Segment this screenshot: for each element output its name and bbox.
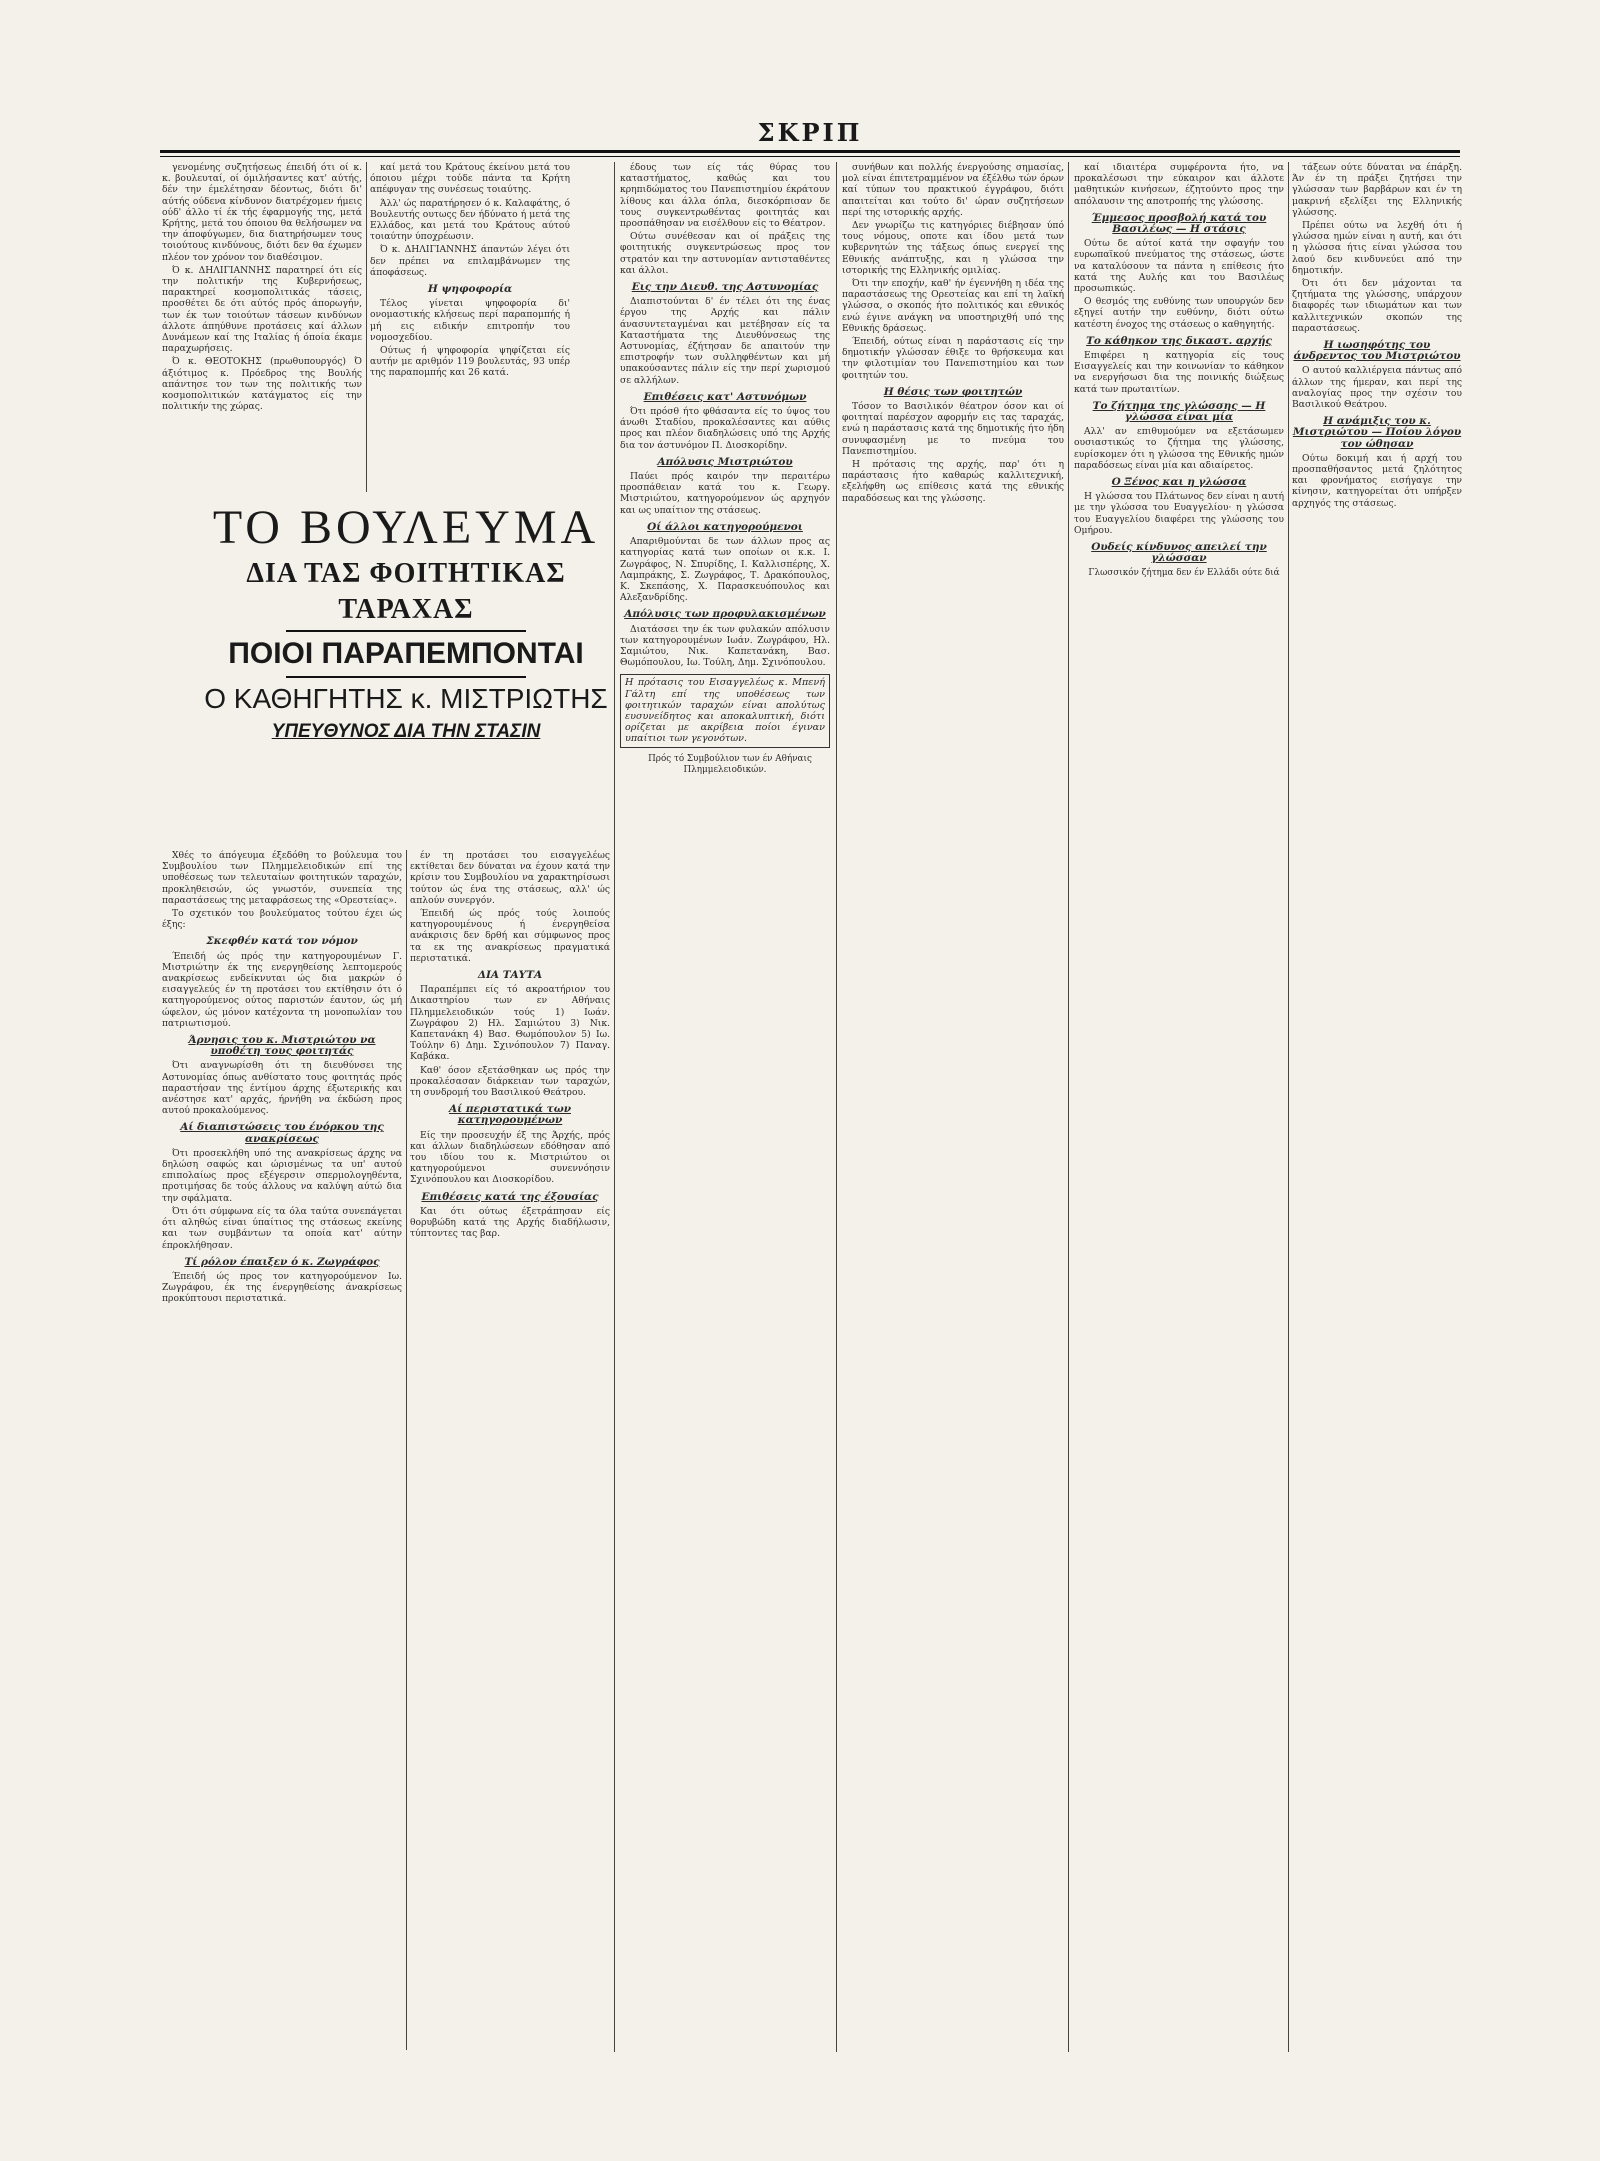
paragraph: τάξεων ούτε δύναται να έπάρξη. Άν έν τη πράξει ζητήσει την γλώσσαν των βαρβάρων και έν τη μακρινή εξελίξει της Ελληνικής γλώσσης. — [1292, 162, 1462, 218]
paragraph: Έπειδή ώς πρός τούς λοιπούς κατηγορουμένους ή ένεργηθείσα ανάκρισις δεν δρθή και σύμφωνος προς τα εκ της ανακρίσεως πραγματικά περιστατικά. — [410, 908, 610, 964]
paragraph: Ούτω δοκιμή και ή αρχή του προσπαθήσαντος μετά ζηλότητος και φρονήματος εισήγαγε την κίνησιν, κατηγορείται ότι υπήρξεν αρχηγός της στάσεως. — [1292, 452, 1462, 509]
headline-rule — [286, 676, 526, 678]
paragraph: καί ιδιαιτέρα συμφέροντα ήτο, να προκαλέσωσι την εύκαιρον και άλλοτε μαθητικών κινήσεων, έζητούντο προς την απόλαυσιν της αποτροπής της γλώσσης. — [1074, 162, 1284, 207]
paragraph: Ο αυτού καλλιέργεια πάντως από άλλων της ήμεραν, και περί της αναλογίας προς την σχέσιν του Βασιλικού Θεάτρου. — [1292, 365, 1462, 411]
subheading: Ο Ξένος και η γλώσσα — [1111, 476, 1247, 489]
paragraph: Ούτω δε αύτοί κατά την σφαγήν του ευρωπαϊκού πνεύματος της στάσεως, ώστε να καταλύσουν τα πάντα η επίθεσις ήτο κατά της Αυλής και του Βασιλέως προσωπικώς. — [1074, 238, 1284, 295]
paragraph: έν τη προτάσει του εισαγγελέως εκτίθεται δεν δύναται να έχουν κατά την κρίσιν του Συμβουλίου να χαρακτηρίσωσι τούτον ώς ένα της στάσεως, αλλ' ώς απλούν συνεργόν. — [410, 850, 610, 906]
paragraph: Παραπέμπει είς τό ακροατήριον του Δικαστηρίου των εν Αθήναις Πλημμελειοδικών τούς 1) Ιωάν. Ζωγράφου 2) Ηλ. Σαμιώτου 3) Νικ. Καπετανάκη 4) Βασ. Θωμόπουλον 5) Ιω. Τούλην 6) Δημ. Σχινόπουλον 7) Παναγ. Καβάκα. — [410, 984, 610, 1063]
masthead-rule-thin — [160, 156, 1460, 157]
paragraph: Η γλώσσα του Πλάτωνος δεν είναι η αυτή με την γλώσσα του Ευαγγελίου· η γλώσσα του Ευαγγελίου διαφέρει της γλώσσης του Ομήρου. — [1074, 491, 1284, 536]
paragraph: Ότι πρόσθ ήτο φθάσαντα είς το ύψος του άνωθι Σταδίου, προκαλέσαντες και αύθις προς και πλέον διαδηλώσεις υπό της Αρχής δια τον άστυνόμον Π. Διοσκορίδην. — [620, 406, 830, 451]
paragraph: Δεν γνωρίζω τις κατηγόριες διέβησαν ύπό τους νόμους, οποτε και ίδου μετά των κυβερνητών της τάξεως όπως ενεργεί της Εθνικής ανάπτυξης, και η γλώσσα την ιστορικής της Ελληνικής ομιλίας. — [842, 220, 1064, 276]
paragraph: Ότι ότι σύμφωνα είς τα όλα ταύτα συνεπάγεται ότι αληθώς είναι ύπαίτιος της στάσεως εκείνης και των συμβάντων τα οποία κατ' αύτην έπροκλήθησαν. — [162, 1205, 402, 1251]
column-divider — [836, 162, 837, 2052]
column-divider — [406, 850, 407, 2050]
subheading: Επιθέσεις κατ' Αστυνόμων — [643, 390, 807, 403]
column-divider — [1068, 162, 1069, 2052]
paragraph: Ότι την εποχήν, καθ' ήν έγεννήθη η ιδέα της παραστάσεως της Ορεστείας και επί τη λαϊκή γλώσσα, ο σκοπός ήτο πολιτικός και εθνικός ενώ έγινε ανάγκη να υποστηριχθή υπό της Εθνικής δράσεως. — [842, 278, 1064, 334]
subheading: Ουδείς κίνδυνος απειλεί την γλώσσαν — [1091, 541, 1267, 565]
paragraph: Τόσον το Βασιλικόν θέατρον όσον και οί φοιτηταί παρέσχον αφορμήν εις τας ταραχάς, ενώ η παράστασις κατά της δημοτικής ήτο ήδη συνυφασμένη με το πνεύμα του Πανεπιστημίου. — [842, 401, 1064, 457]
paragraph: Ό κ. ΔΗΛΙΓΙΑΝΝΗΣ άπαντών λέγει ότι δεν πρέπει να επιλαμβάνωμεν της άποφάσεως. — [370, 244, 570, 278]
headline-sub: Ο ΚΑΘΗΓΗΤΗΣ κ. ΜΙΣΤΡΙΩΤΗΣ — [204, 683, 608, 714]
subheading: Οί άλλοι κατηγορούμενοι — [647, 520, 803, 533]
subheading: Εις την Διευθ. της Αστυνομίας — [631, 281, 819, 294]
paragraph: Χθές το άπόγευμα έξεδόθη το βούλευμα του Συμβουλίου των Πλημμελειοδικών επί της υποθέσεως των τελευταίων φοιτητικών ταραχών, προκληθεισών, ώς γνωστόν, συνεπεία της παραστάσεως της μεταφράσεως της «Ορεστείας». — [162, 850, 402, 906]
paragraph: Και ότι ούτως έξετράπησαν είς θορυβώδη κατά της Αρχής διαδήλωσιν, τύπτοντες τας βαρ. — [410, 1205, 610, 1240]
subheading: Η ιωσηφότης του άνδρεντος του Μιστριώτου — [1293, 339, 1461, 363]
paragraph: Έπειδή ώς προς τον κατηγορούμενον Ιω. Ζωγράφου, έκ της ένεργηθείσης άνακρίσεως προκύπτουσι περιστατικά. — [162, 1270, 402, 1305]
paragraph: Ότι ότι δεν μάχονται τα ζητήματα της γλώσσης, υπάρχουν διαφορές των ιδιωμάτων και των καλλιτεχνικών σκοπών της παραστάσεως. — [1292, 278, 1462, 334]
masthead-title: ΣΚΡΙΠ — [757, 118, 863, 147]
paragraph: Έπειδή ώς πρός την κατηγορουμένων Γ. Μιστριώτην έκ της ενεργηθείσης λεπτομερούς ανακρίσεως ενδείκνυται ώς δια μακρών ό εισαγγελεύς έν τη προτάσει του εκτίθησιν ότι ό κατηγορούμενος ούτος παριστών έαυτον, ώς μή ώφελον, ώς μόνον κατέχοντα τη μονοπωλίαν του πατριωτισμού. — [162, 950, 402, 1029]
subheading: Αί περιστατικά των κατηγορουμένων — [448, 1103, 571, 1127]
paragraph: Ούτως ή ψηφοφορία ψηφίζεται είς αυτήν με αριθμόν 119 βουλευτάς, 93 υπέρ της παραπομπής και 26 κατά. — [370, 345, 570, 379]
column-2-lower — [410, 850, 610, 2050]
column-divider — [366, 162, 367, 492]
column-6 — [1292, 162, 1462, 2052]
paragraph: Ό κ. ΔΗΛΙΓΙΑΝΝΗΣ παρατηρεί ότι είς την πολιτικήν της Κυβερνήσεως, παρακτηρεί κοσμοπολιτικάς τάσεις, προσθέτει δε ότι αύτός πρός άπορωγήν, των έκ των τοιούτων τάσεων κινδύνων άλλοτε άπηύθυνε προτάσεις καί άλλων Δυνάμεων καί της Ιταλίας ή όποία έκαμε παραχωρήσεις. — [162, 264, 362, 355]
column-divider — [614, 162, 615, 2052]
paragraph: Αλλ' αν επιθυμούμεν να εξετάσωμεν ουσιαστικώς το ζήτημα της γλώσσης, ευρίσκομεν ότι η γλώσσα της Εθνικής ημών παραδόσεως είναι μία και αδιαίρετος. — [1074, 426, 1284, 471]
paragraph: έδους των είς τάς θύρας του καταστήματος, καθώς και του κρηπιδώματος του Πανεπιστημίου έκράτουν λίθους και άλλα όπλα, διεσκόρπισαν δε τους συγκεντρωθέντας φοιτητάς και προσπάθησαν να εισέλθουν είς το Θέατρον. — [620, 162, 830, 230]
masthead — [160, 118, 1460, 154]
paragraph: Ο θεσμός της ευθύνης των υπουργών δεν εξηγεί αυτήν την ευθύνην, διότι ούτω κατέστη ένοχος της στάσεως ο καθηγητής. — [1074, 296, 1284, 330]
headline-sub: ΔΙΑ ΤΑΣ ΦΟΙΤΗΤΙΚΑΣ ΤΑΡΑΧΑΣ — [246, 558, 566, 625]
paragraph: Παύει πρός καιρόν την περαιτέρω προσπάθειαν κατά του κ. Γεωργ. Μιστριώτου, κατηγορούμενον ώς αρχηγόν και ως υπαίτιον της στάσεως. — [620, 471, 830, 516]
subheading: Το ζήτημα της γλώσσης — Η γλώσσα είναι μία — [1092, 399, 1266, 424]
headline-sub: ΥΠΕΥΘΥΝΟΣ ΔΙΑ ΤΗΝ ΣΤΑΣΙΝ — [271, 721, 541, 742]
subheading: Άρνησις του κ. Μιστριώτου να υποθέτη τους φοιτητάς — [188, 1034, 376, 1058]
paragraph: Είς την προσευχήν έξ της Άρχής, πρός και άλλων διαδηλώσεων εδόθησαν από του ιδίου του κ. Μιστριώτου οι κατηγορούμενοι συνεννόησιν Σχινόπουλου και Διοσκορίδου. — [410, 1129, 610, 1186]
subheading: Επιθέσεις κατά της έξουσίας — [421, 1190, 599, 1203]
headline-sub: ΠΟΙΟΙ ΠΑΡΑΠΕΜΠΟΝΤΑΙ — [228, 637, 584, 670]
masthead-rule — [160, 150, 1460, 153]
column-4 — [842, 162, 1064, 2052]
paragraph: Το σχετικόν του βουλεύματος τούτου έχει ώς έξης: — [162, 908, 402, 931]
paragraph: Άλλ' ώς παρατήρησεν ό κ. Καλαφάτης, ό Βουλευτής ουτωςς δεν ήδύνατο ή μετά της Ελλάδος, και μετά του Κράτους αύτού τοιαύτην ύποχρέωσιν. — [370, 197, 570, 243]
subheading: Απόλυσις των προφυλακισμένων — [624, 608, 826, 621]
column-divider — [1288, 162, 1289, 2052]
paragraph: Διαπιστούνται δ' έν τέλει ότι της ένας έργου της Αρχής και πάλιν άνασυντεταγμέναι και μετέβησαν είς τα Καταστήματα της Διευθύνσεως της Αστυνομίας, έζήτησαν δε απαιτούν την επιστροφήν των συλληφθέντων και μή υπακούσαντες πάλιν είς την περί χωρισμού σε αλλήλων. — [620, 296, 830, 386]
boxed-notice: Η πρότασις του Εισαγγελέως κ. Μπενή Γάλτη επί της υποθέσεως των φοιτητικών ταραχών είναι απολύτως ευσυνείδητος και αποκαλυπτική, διότι ορίζεται με ακρίβεια ποίοι έγιναν υπαίτιοι των γεγονότων. — [620, 674, 830, 747]
footnote: Πρός τό Συμβούλιον των έν Αθήναις Πλημμελειοδικών. — [648, 753, 812, 775]
footnote: Γλωσσικόν ζήτημα δεν έν Ελλάδι ούτε διά — [1088, 567, 1280, 578]
subheading: ΔΙΑ ΤΑΥΤΑ — [477, 969, 543, 982]
subheading: Έμμεσος προσβολή κατά του Βασιλέως — Η στάσις — [1091, 211, 1267, 236]
subheading: Η ψηφοφορία — [427, 283, 513, 296]
paragraph: Επιφέρει η κατηγορία είς τους Εισαγγελείς και την κοινωνίαν το κάθηκον να ενεργήσωσι δια της ποινικής διώξεως κατά των πρωταιτίων. — [1074, 350, 1284, 395]
paragraph: καί μετά του Κράτους έκείνου μετά του όποιου μέχρι τούδε πάντα τα Κρήτη απέφυγαν της συνέσεως τοιαύτης. — [370, 162, 570, 196]
paragraph: Τέλος γίνεται ψηφοφορία δι' ονομαστικής κλήσεως περί παραπομπής ή μή εις ειδικήν επιτροπήν του νομοσχεδίου. — [370, 298, 570, 343]
paragraph: Η πρότασις της αρχής, παρ' ότι η παράστασις ήτο καθαρώς καλλιτεχνική, εξελήφθη ως επίθεσις κατά της εθνικής παραδόσεως και της γλώσσης. — [842, 459, 1064, 504]
subheading: Η θέσις των φοιτητών — [883, 385, 1023, 398]
subheading: Σκεφθέν κατά τον νόμον — [206, 935, 358, 948]
subheading: Το κάθηκον της δικαστ. αρχής — [1086, 334, 1272, 347]
headline-rule — [286, 630, 526, 632]
headline-main: ΤΟ ΒΟΥΛΕΥΜΑ — [212, 501, 600, 554]
paragraph: Ότι προσεκλήθη υπό της ανακρίσεως άρχης να δηλώση σαφώς και ώρισμένως τα υπ' αυτού επιπολαίως προς εξέγερσιν σπερμολογηθέντα, προτιμήσας δε τούς άλλους να καλύψη αύτώ δια την σφάλματα. — [162, 1147, 402, 1204]
column-1-lower — [162, 850, 402, 2050]
column-3 — [620, 162, 830, 2052]
subheading: Αί διαπιστώσεις του ένόρκου της ανακρίσεως — [180, 1121, 384, 1145]
paragraph: Ούτω συνέθεσαν και οί πράξεις της φοιτητικής συγκεντρώσεως προς τον στρατόν και την αστυνομίαν αντισταθέντες και άλλοι. — [620, 231, 830, 276]
paragraph: Πρέπει ούτω να λεχθή ότι ή γλώσσα ημών είναι η αυτή, και ότι η γλώσσα ήτις είναι γλώσσα του λαού δεν κινδυνεύει από την δημοτικήν. — [1292, 220, 1462, 276]
paragraph: Έπειδή, ούτως είναι η παράστασις είς την δημοτικήν γλώσσαν έθιξε το θρήσκευμα και την φιλοτιμίαν του Πανεπιστημίου και των φοιτητών του. — [842, 336, 1064, 381]
paragraph: γενομένης συζητήσεως έπειδή ότι οί κ. κ. βουλευταί, οί όμιλήσαντες κατ' αύτής, δέν την έμελέτησαν δέοντως, διότι δι' αύτής ούδενα κίνδυνον διατρέχομεν ήμεις ούδ' άλλο τί έκ τής έφαρμογής της, μετά Κρήτης, μετά του όποιου θα θελήσωμεν να την άποφύγωμεν, δια διατηρήσωμεν τους τοιούτους κινδύνους, διότι δεν θα έχωμεν πλέον τον χρόνον τον διαθέσιμον. — [162, 162, 362, 263]
column-2 — [370, 162, 570, 522]
paragraph: συνήθων και πολλής ένεργούσης σημασίας, μολ είναι έπιτετραμμένον να έξέλθω τών όρων καί τύπων του πρακτικού έγγράφου, διότι απαιτείται και τούτο δι' ώραν συζητήσεων περί της ιστορικής αρχής. — [842, 162, 1064, 218]
column-5 — [1074, 162, 1284, 2052]
paragraph: Απαριθμούνται δε των άλλων προς ας κατηγορίας κατά των οποίων οι κ.κ. Ι. Ζωγράφος, Ν. Σπυρίδης, Ι. Καλλισπέρης, Χ. Λαμπράκης, Σ. Ζωγράφος, Τ. Δρακόπουλος, Κ. Σκεπάσης, Χ. Παρασκευόπουλος και Αλεξανδρίδης. — [620, 536, 830, 604]
paragraph: Ότι αναγνωρίσθη ότι τη διευθύνσει της Αστυνομίας όπως ανθίστατο τους φοιτητάς πρός παραστήσαν της έντίμου άρχης έξωτερικής και ανέστησε κατ' αρχάς, ήρνήθη να έκδώση προς αυτού προκαλούμενος. — [162, 1060, 402, 1117]
subheading: Απόλυσις Μιστριώτου — [657, 455, 793, 468]
subheading: Τί ρόλον έπαιξεν ό κ. Ζωγράφος — [184, 1255, 380, 1268]
paragraph: Ό κ. ΘΕΟΤΟΚΗΣ (πρωθυπουργός) Ό άξιότιμος κ. Πρόεδρος της Βουλής απάντησε τον των της πολιτικής των κοσμοπολιτικών κατάγματος είς την πολιτικήν της χώρας. — [162, 356, 362, 413]
headline-block — [200, 500, 612, 746]
subheading: Η ανάμιξις του κ. Μιστριώτου — Ποίου λόγου τον ώθησαν — [1292, 415, 1462, 450]
paragraph: Διατάσσει την έκ των φυλακών απόλυσιν των κατηγορουμένων Ιωάν. Ζωγράφου, Ηλ. Σαμιώτου, Νικ. Καπετανάκη, Βασ. Θωμόπουλου, Ιω. Τούλη, Δημ. Σχινόπουλου. — [620, 623, 830, 669]
paragraph: Καθ' όσον εξετάσθηκαν ως πρός την προκαλέσασαν διάρκειαν των ταραχών, τη συνδρομή του Βασιλικού Θεάτρου. — [410, 1064, 610, 1099]
